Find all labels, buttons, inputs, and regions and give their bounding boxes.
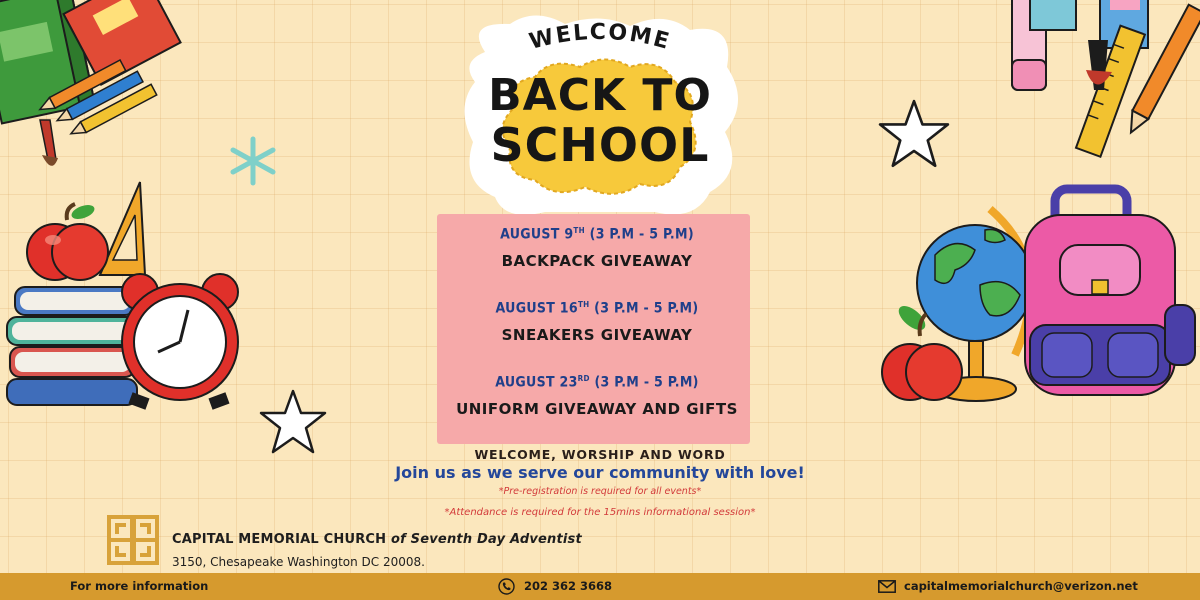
pencils-icon bbox=[30, 50, 190, 170]
star-icon bbox=[876, 98, 952, 170]
event-item bbox=[437, 226, 757, 270]
backpack-icon bbox=[1000, 185, 1200, 400]
invite-text: Join us as we serve our community with love! bbox=[395, 463, 805, 482]
welcome-text: WELCOME bbox=[526, 19, 674, 56]
event-date: AUGUST 9TH (3 P.M - 5 P.M) bbox=[500, 226, 694, 243]
event-title: BACKPACK GIVEAWAY bbox=[501, 251, 693, 270]
star-icon bbox=[258, 388, 328, 456]
event-date: AUGUST 16TH (3 P.M - 5 P.M) bbox=[495, 300, 699, 317]
event-title: SNEAKERS GIVEAWAY bbox=[501, 325, 693, 344]
mail-icon bbox=[878, 580, 896, 593]
attendance-note: *Attendance is required for the 15mins informational session* bbox=[444, 507, 756, 518]
church-name: CAPITAL MEMORIAL CHURCH of Seventh Day Adventist bbox=[172, 532, 582, 547]
footer-email[interactable]: capitalmemorialchurch@verizon.net bbox=[904, 579, 1138, 593]
church-address: 3150, Chesapeake Washington DC 20008. bbox=[172, 555, 425, 569]
event-item bbox=[437, 300, 757, 344]
church-logo bbox=[107, 515, 159, 565]
alarm-clock-icon bbox=[110, 270, 250, 415]
event-title: UNIFORM GIVEAWAY AND GIFTS bbox=[456, 399, 738, 418]
tagline: WELCOME, WORSHIP AND WORD bbox=[474, 447, 726, 462]
welcome-heading bbox=[470, 14, 730, 64]
apple-icon bbox=[25, 200, 115, 290]
event-date: AUGUST 23RD (3 P.M - 5 P.M) bbox=[495, 374, 699, 391]
headline-back-to: BACK TO bbox=[488, 70, 712, 121]
footer-info-label: For more information bbox=[70, 579, 209, 593]
headline-school: SCHOOL bbox=[490, 118, 710, 172]
svg-text:WELCOME bbox=[527, 20, 674, 55]
apple-icon bbox=[882, 300, 967, 410]
footer-phone[interactable]: 202 362 3668 bbox=[524, 579, 613, 593]
preregistration-note: *Pre-registration is required for all events* bbox=[498, 486, 702, 497]
asterisk-icon bbox=[228, 136, 278, 186]
phone-icon bbox=[498, 578, 515, 595]
pencils-icon bbox=[1000, 0, 1200, 175]
event-item bbox=[437, 374, 757, 418]
